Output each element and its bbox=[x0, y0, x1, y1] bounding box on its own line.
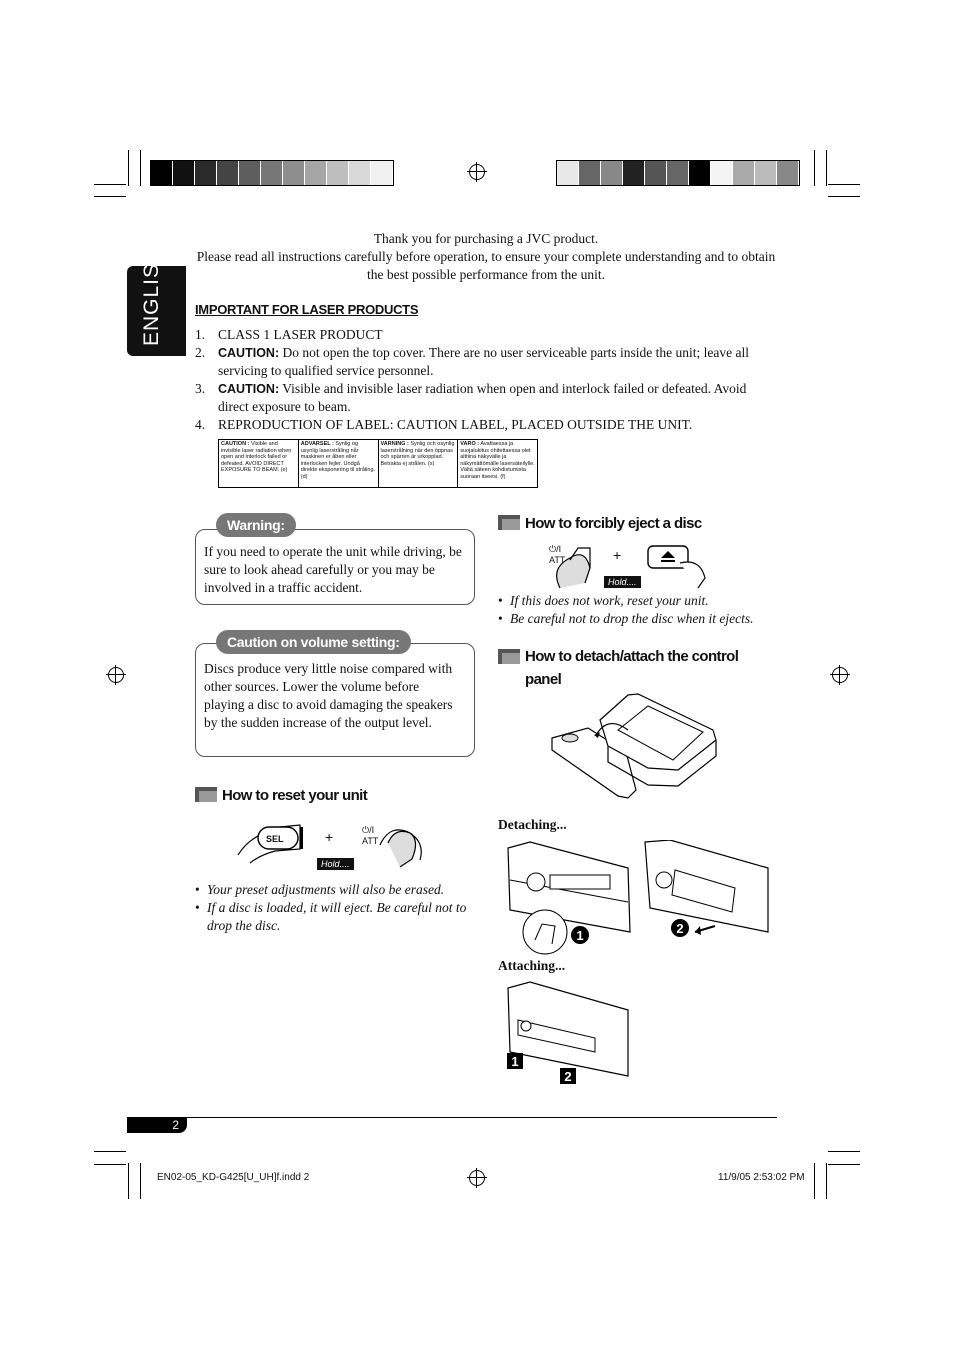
crop-mark bbox=[94, 1151, 126, 1152]
intro-line1: Thank you for purchasing a JVC product. bbox=[373, 231, 599, 246]
registration-mark bbox=[832, 667, 848, 683]
section-icon bbox=[498, 515, 520, 530]
laser-heading: IMPORTANT FOR LASER PRODUCTS bbox=[195, 302, 419, 317]
color-bar-left bbox=[150, 160, 394, 186]
plus-sign: + bbox=[613, 547, 622, 563]
warning-title: Warning: bbox=[216, 513, 296, 537]
list-item: 3. CAUTION: Visible and invisible laser radiation when open and interlock failed or defeated. Avoid direct exposure to beam. bbox=[195, 381, 747, 414]
intro-line2: Please read all instructions carefully before operation, to ensure your complete understanding and to obtain the best possible performance from the unit. bbox=[196, 249, 776, 282]
step1-badge: 1 bbox=[511, 1054, 519, 1069]
registration-mark bbox=[469, 1170, 485, 1186]
crop-mark bbox=[94, 184, 126, 185]
caution-volume-title: Caution on volume setting: bbox=[216, 630, 411, 654]
intro-text bbox=[190, 230, 782, 284]
power-label: ⏻/I bbox=[362, 825, 375, 835]
detaching-label: Detaching... bbox=[498, 817, 567, 832]
hold-badge: Hold.... bbox=[604, 576, 641, 588]
crop-mark bbox=[828, 1151, 860, 1152]
section-icon bbox=[195, 787, 217, 802]
crop-mark bbox=[94, 1164, 126, 1165]
crop-mark bbox=[826, 1163, 827, 1199]
caution-label-reproduction bbox=[218, 439, 538, 488]
list-item: • Be careful not to drop the disc when it ejects. bbox=[498, 610, 778, 628]
eject-notes bbox=[498, 592, 778, 628]
crop-mark bbox=[828, 196, 860, 197]
power-label: ⏻/I bbox=[549, 544, 562, 554]
step2-badge: 2 bbox=[676, 921, 684, 936]
attaching-label: Attaching... bbox=[498, 958, 566, 973]
registration-mark bbox=[108, 667, 124, 683]
crop-mark bbox=[814, 150, 815, 186]
label-cell: VARNING : Synlig och osynlig laserstrålning när den öppnas och spärren är urkopplad. Betrakta ej strålen. (s) bbox=[379, 440, 459, 487]
sel-label: SEL bbox=[266, 834, 284, 844]
eject-heading: How to forcibly eject a disc bbox=[525, 515, 702, 532]
page-number: 2 bbox=[127, 1117, 187, 1133]
footer-timestamp: 11/9/05 2:53:02 PM bbox=[718, 1172, 805, 1183]
panel-case-illustration bbox=[548, 690, 720, 802]
list-item: 2. CAUTION: Do not open the top cover. There are no user serviceable parts inside the unit; leave all servicing to qualified service personnel. bbox=[195, 345, 749, 378]
reset-notes bbox=[195, 881, 475, 935]
label-cell: VARO : Avattaessa ja suojalukitus ohitettaessa olet alttiina näkyvälle ja näkymättömälle lasersäteilylle. Vältä säteen kohdistumista suoraan itseesi. (f) bbox=[460, 441, 535, 480]
label-cell: ADVARSEL : Synlig og usynlig laserstråling når maskinen er åben eller interlocken fejler. Undgå direkte eksponering til stråling. (d) bbox=[299, 440, 379, 487]
crop-mark bbox=[828, 1164, 860, 1165]
plus-sign: + bbox=[325, 829, 334, 845]
crop-mark bbox=[140, 150, 141, 186]
crop-mark bbox=[140, 1163, 141, 1199]
att-label: ATT bbox=[549, 555, 566, 565]
registration-mark bbox=[469, 164, 485, 180]
color-bar-right bbox=[556, 160, 800, 186]
list-item: • Your preset adjustments will also be erased. bbox=[195, 881, 475, 899]
reset-heading: How to reset your unit bbox=[222, 787, 368, 804]
detaching-illustration bbox=[500, 840, 772, 955]
caution-volume-text: Discs produce very little noise compared with other sources. Lower the volume before playing a disc to avoid damaging the speakers by the sudden increase of the output level. bbox=[204, 661, 453, 730]
list-item: • If this does not work, reset your unit. bbox=[498, 592, 778, 610]
list-item: 1. CLASS 1 LASER PRODUCT bbox=[195, 327, 383, 342]
step1-badge: 1 bbox=[576, 928, 584, 943]
list-item: 4. REPRODUCTION OF LABEL: CAUTION LABEL, PLACED OUTSIDE THE UNIT. bbox=[195, 417, 693, 432]
footer-rule bbox=[127, 1117, 777, 1118]
crop-mark bbox=[128, 150, 129, 186]
footer-filename: EN02-05_KD-G425[U_UH]f.indd 2 bbox=[157, 1172, 310, 1183]
crop-mark bbox=[128, 1163, 129, 1199]
panel-heading: How to detach/attach the control panel bbox=[525, 648, 739, 688]
hold-badge: Hold.... bbox=[317, 858, 354, 870]
crop-mark bbox=[814, 1163, 815, 1199]
label-cell: CAUTION : Visible and invisible laser radiation when open and interlock failed or defeated. AVOID DIRECT EXPOSURE TO BEAM. (e) bbox=[219, 440, 299, 487]
language-tab-label: ENGLISH bbox=[140, 246, 163, 346]
list-item: • If a disc is loaded, it will eject. Be careful not to drop the disc. bbox=[195, 899, 475, 935]
section-icon bbox=[498, 649, 520, 664]
warning-text: If you need to operate the unit while driving, be sure to look ahead carefully or you may be involved in a traffic accident. bbox=[204, 544, 462, 595]
crop-mark bbox=[94, 196, 126, 197]
language-tab bbox=[127, 246, 186, 356]
att-label: ATT bbox=[362, 836, 379, 846]
laser-list bbox=[195, 326, 775, 434]
attaching-illustration bbox=[500, 980, 632, 1085]
crop-mark bbox=[828, 184, 860, 185]
crop-mark bbox=[826, 150, 827, 186]
step2-badge: 2 bbox=[564, 1069, 572, 1084]
